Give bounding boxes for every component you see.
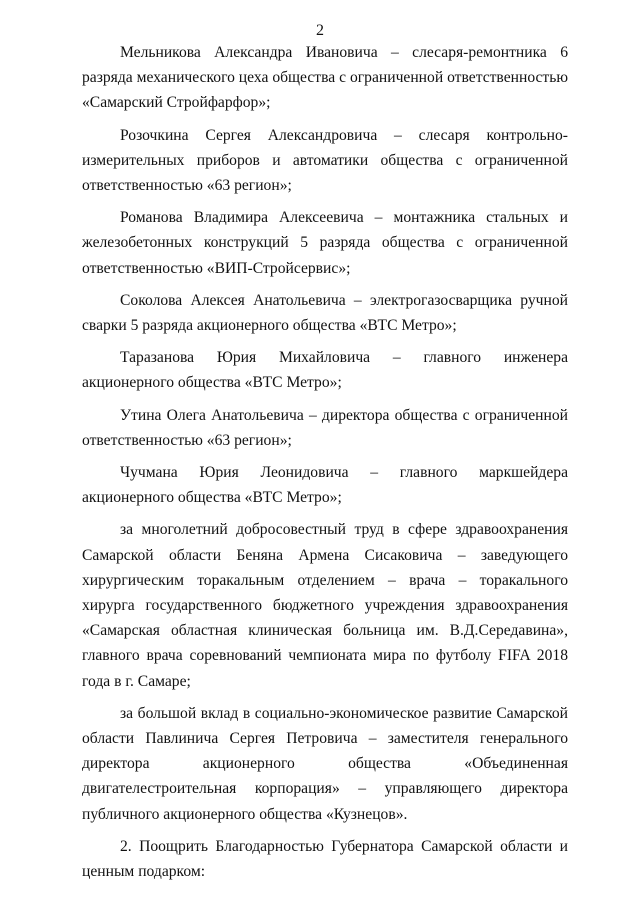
paragraph-pavlinich: за большой вклад в социально-экономическое развитие Самарской области Павлинича Сергея Петровича – заместителя генерального директора акционерного общества «Объединенная двигателестроительная корпорация» – управляющего директора публичного акционерного общества «Кузнецов». xyxy=(82,704,568,823)
paragraph-tarazanov: Таразанова Юрия Михайловича – главного инженера акционерного общества «ВТС Метро»; xyxy=(82,349,568,392)
paragraph-sokolov: Соколова Алексея Анатольевича – электрогазосварщика ручной сварки 5 разряда акционерного общества «ВТС Метро»; xyxy=(82,291,568,335)
paragraph-item-2: 2. Поощрить Благодарностью Губернатора Самарской области и ценным подарком: xyxy=(82,837,568,881)
paragraph-utin: Утина Олега Анатольевича – директора общества с ограниченной ответственностью «63 регион»; xyxy=(82,406,568,449)
paragraph-rozochkin: Розочкина Сергея Александровича – слесаря контрольно-измерительных приборов и автоматики общества с ограниченной ответственностью «63 регион»; xyxy=(82,126,568,195)
paragraph-melnikov: Мельникова Александра Ивановича – слесаря-ремонтника 6 разряда механического цеха общества с ограниченной ответственностью «Самарский Стройфарфор»; xyxy=(82,44,568,112)
page-number: 2 xyxy=(316,22,324,39)
paragraph-chuchman: Чучмана Юрия Леонидовича – главного маркшейдера акционерного общества «ВТС Метро»; xyxy=(82,464,568,507)
paragraph-benyan: за многолетний добросовестный труд в сфере здравоохранения Самарской области Беняна Армена Сисаковича – заведующего хирургическим торакальным отделением – врача – торакального хирурга государственного бюджетного учреждения здравоохранения «Самарская областная клиническая больница им. В.Д.Середавина», главного врача соревнований чемпионата мира по футболу FIFA 2018 года в г. Самаре; xyxy=(82,521,568,690)
paragraph-romanov: Романова Владимира Алексеевича – монтажника стальных и железобетонных конструкций 5 разряда общества с ограниченной ответственностью «ВИП-Стройсервис»; xyxy=(82,209,568,277)
document-body xyxy=(82,40,568,891)
